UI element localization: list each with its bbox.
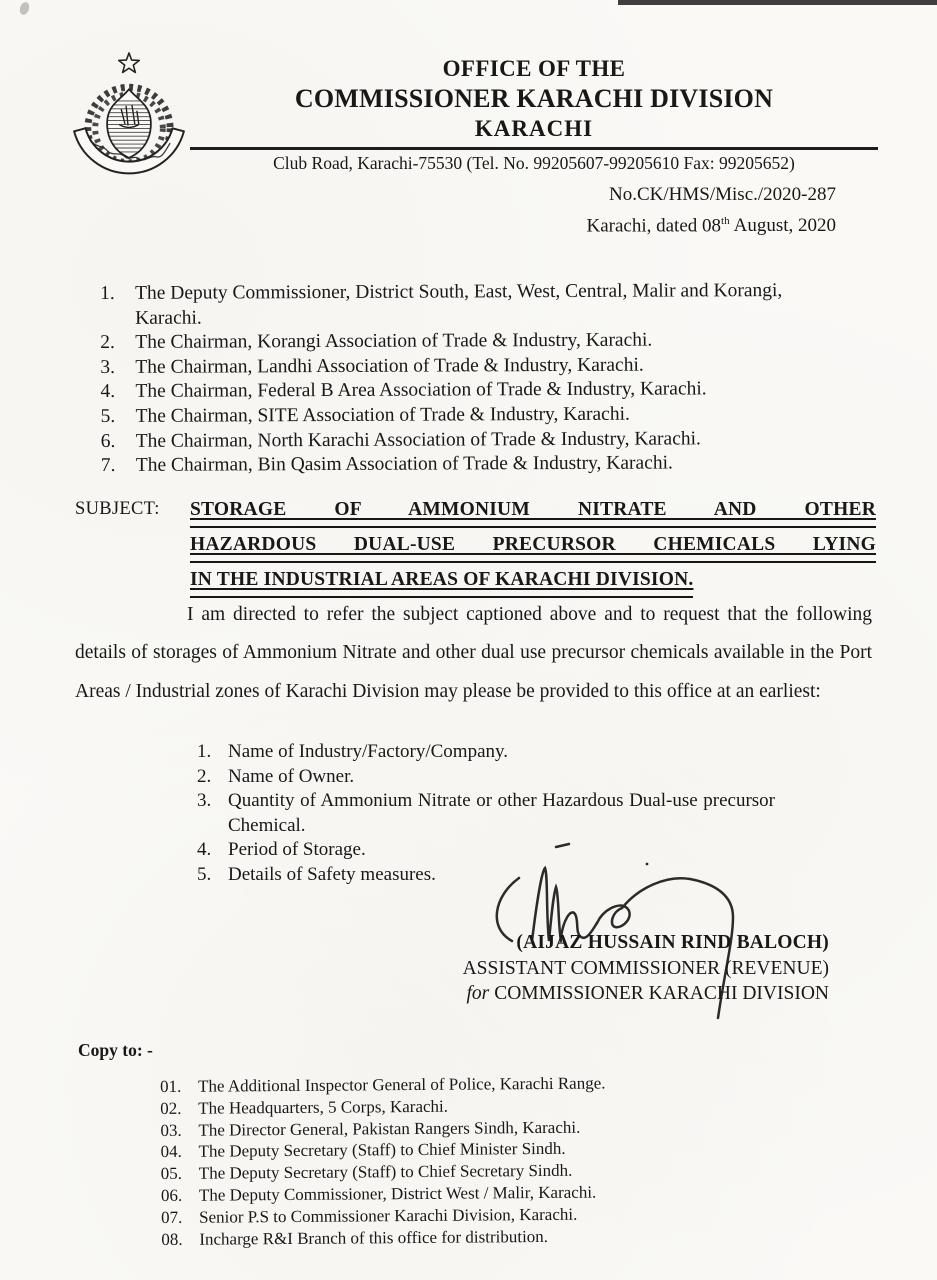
- letterhead: [190, 56, 878, 174]
- addressee-text: The Chairman, Bin Qasim Association of Trade & Industry, Karachi.: [135, 452, 673, 477]
- handwritten-signature: [470, 838, 760, 1033]
- date-suffix: August, 2020: [733, 215, 836, 237]
- subject-line-3: IN THE INDUSTRIAL AREAS OF KARACHI DIVISION.: [190, 566, 693, 598]
- date-line: [587, 208, 837, 239]
- copy-to-item-number: 04.: [160, 1142, 182, 1162]
- copy-to-list: [160, 1070, 871, 1250]
- addressee-number: 7.: [100, 455, 116, 477]
- addressee-item: [100, 328, 848, 356]
- addressee-item: [101, 426, 849, 454]
- copy-to-item-text: Senior P.S to Commissioner Karachi Division, Karachi.: [199, 1204, 578, 1227]
- addressee-number: 6.: [100, 430, 116, 452]
- addressee-item: [100, 353, 848, 381]
- copy-to-item-text: The Headquarters, 5 Corps, Karachi.: [198, 1096, 449, 1118]
- addressee-number: 5.: [100, 405, 116, 427]
- reference-number: No.CK/HMS/Misc./2020-287: [609, 184, 836, 205]
- details-item: [197, 740, 775, 765]
- addressee-text: The Chairman, North Karachi Association of Trade & Industry, Karachi.: [135, 427, 701, 452]
- subject-line-1: STORAGE OF AMMONIUM NITRATE AND OTHER: [190, 496, 876, 528]
- details-item: [197, 789, 775, 838]
- details-item-text: Name of Owner.: [228, 765, 355, 787]
- copy-to-item-text: The Deputy Commissioner, District West / Malir, Karachi.: [198, 1182, 597, 1205]
- details-item-text: Details of Safety measures.: [228, 863, 436, 885]
- office-address: Club Road, Karachi-75530 (Tel. No. 99205607-99205610 Fax: 99205652): [273, 152, 795, 173]
- scan-artifact-top-edge: [618, 0, 937, 5]
- addressee-number: 4.: [100, 381, 116, 403]
- for-word: for: [466, 983, 490, 1005]
- date-ordinal-superscript: th: [721, 215, 730, 227]
- addressee-number: 1.: [100, 282, 115, 304]
- copy-to-item-text: The Deputy Secretary (Staff) to Chief Secretary Sindh.: [198, 1160, 573, 1183]
- copy-to-item-number: 06.: [160, 1185, 183, 1205]
- scan-artifact-smudge: [18, 1, 31, 16]
- subject-block: [190, 496, 876, 601]
- details-item-text: Name of Industry/Factory/Company.: [228, 741, 509, 762]
- addressee-item: [101, 402, 849, 430]
- details-item-text: Quantity of Ammonium Nitrate or other Hazardous Dual-use precursor Chemical.: [228, 790, 775, 836]
- details-item-number: 3.: [197, 790, 212, 812]
- subject-label: SUBJECT:: [75, 499, 160, 519]
- copy-to-item-number: 08.: [161, 1229, 183, 1249]
- addressee-number: 2.: [100, 332, 115, 354]
- copy-to-item-text: The Director General, Pakistan Rangers Sindh, Karachi.: [198, 1117, 581, 1140]
- office-line-1: OFFICE OF THE: [442, 56, 626, 81]
- reference-block: [587, 181, 837, 239]
- addressee-text: The Deputy Commissioner, District South, East, West, Central, Malir and Korangi, Karachi.: [135, 280, 783, 329]
- copy-to-item-text: The Deputy Secretary (Staff) to Chief Minister Sindh.: [198, 1139, 566, 1162]
- copy-to-label: Copy to: -: [78, 1040, 153, 1060]
- addressee-text: The Chairman, Korangi Association of Trade & Industry, Karachi.: [135, 329, 653, 354]
- copy-to-item-number: 07.: [161, 1207, 183, 1227]
- for-office: COMMISSIONER KARACHI DIVISION: [494, 983, 829, 1005]
- details-item-text: Period of Storage.: [228, 839, 366, 861]
- addressee-list: [100, 279, 849, 479]
- details-item-number: 1.: [197, 741, 212, 762]
- date-prefix: Karachi, dated 08: [586, 215, 722, 237]
- copy-to-item-text: The Additional Inspector General of Police, Karachi Range.: [198, 1073, 606, 1096]
- copy-to-item-number: 02.: [160, 1098, 182, 1118]
- body-paragraph: I am directed to refer the subject captioned above and to request that the following details of storages of Ammonium Nitrate and other dual use precursor chemicals available in the Port Areas / Industrial zones of Karachi Division may please be provided to this office at an earliest:: [75, 604, 872, 702]
- sindh-government-emblem-logo: [70, 50, 188, 197]
- addressee-item: [100, 377, 848, 405]
- star-icon: [119, 53, 140, 73]
- addressee-item: [101, 451, 849, 479]
- addressee-text: The Chairman, SITE Association of Trade & Industry, Karachi.: [135, 403, 630, 427]
- details-item-number: 5.: [197, 863, 212, 885]
- addressee-text: The Chairman, Landhi Association of Trade & Industry, Karachi.: [135, 354, 644, 378]
- copy-to-item-text: Incharge R&I Branch of this office for distribution.: [199, 1226, 549, 1249]
- copy-to-item: [161, 1223, 871, 1250]
- addressee-number: 3.: [100, 356, 116, 378]
- letterhead-rule: [190, 147, 878, 150]
- addressee-item: [100, 279, 848, 331]
- signatory-name: (AIJAZ HUSSAIN RIND BALOCH): [516, 932, 829, 953]
- office-line-2: COMMISSIONER KARACHI DIVISION: [294, 84, 774, 113]
- office-line-3: KARACHI: [474, 116, 594, 141]
- details-item: [197, 765, 775, 790]
- signatory-title: ASSISTANT COMMISSIONER (REVENUE): [462, 957, 829, 979]
- subject-line-2: HAZARDOUS DUAL-USE PRECURSOR CHEMICALS LYING: [190, 531, 876, 563]
- copy-to-item-number: 05.: [160, 1164, 183, 1184]
- copy-to-item-number: 03.: [160, 1120, 182, 1140]
- details-item-number: 2.: [197, 765, 212, 787]
- addressee-text: The Chairman, Federal B Area Association of Trade & Industry, Karachi.: [135, 378, 707, 403]
- copy-to-item-number: 01.: [160, 1076, 182, 1096]
- details-item-number: 4.: [197, 839, 212, 861]
